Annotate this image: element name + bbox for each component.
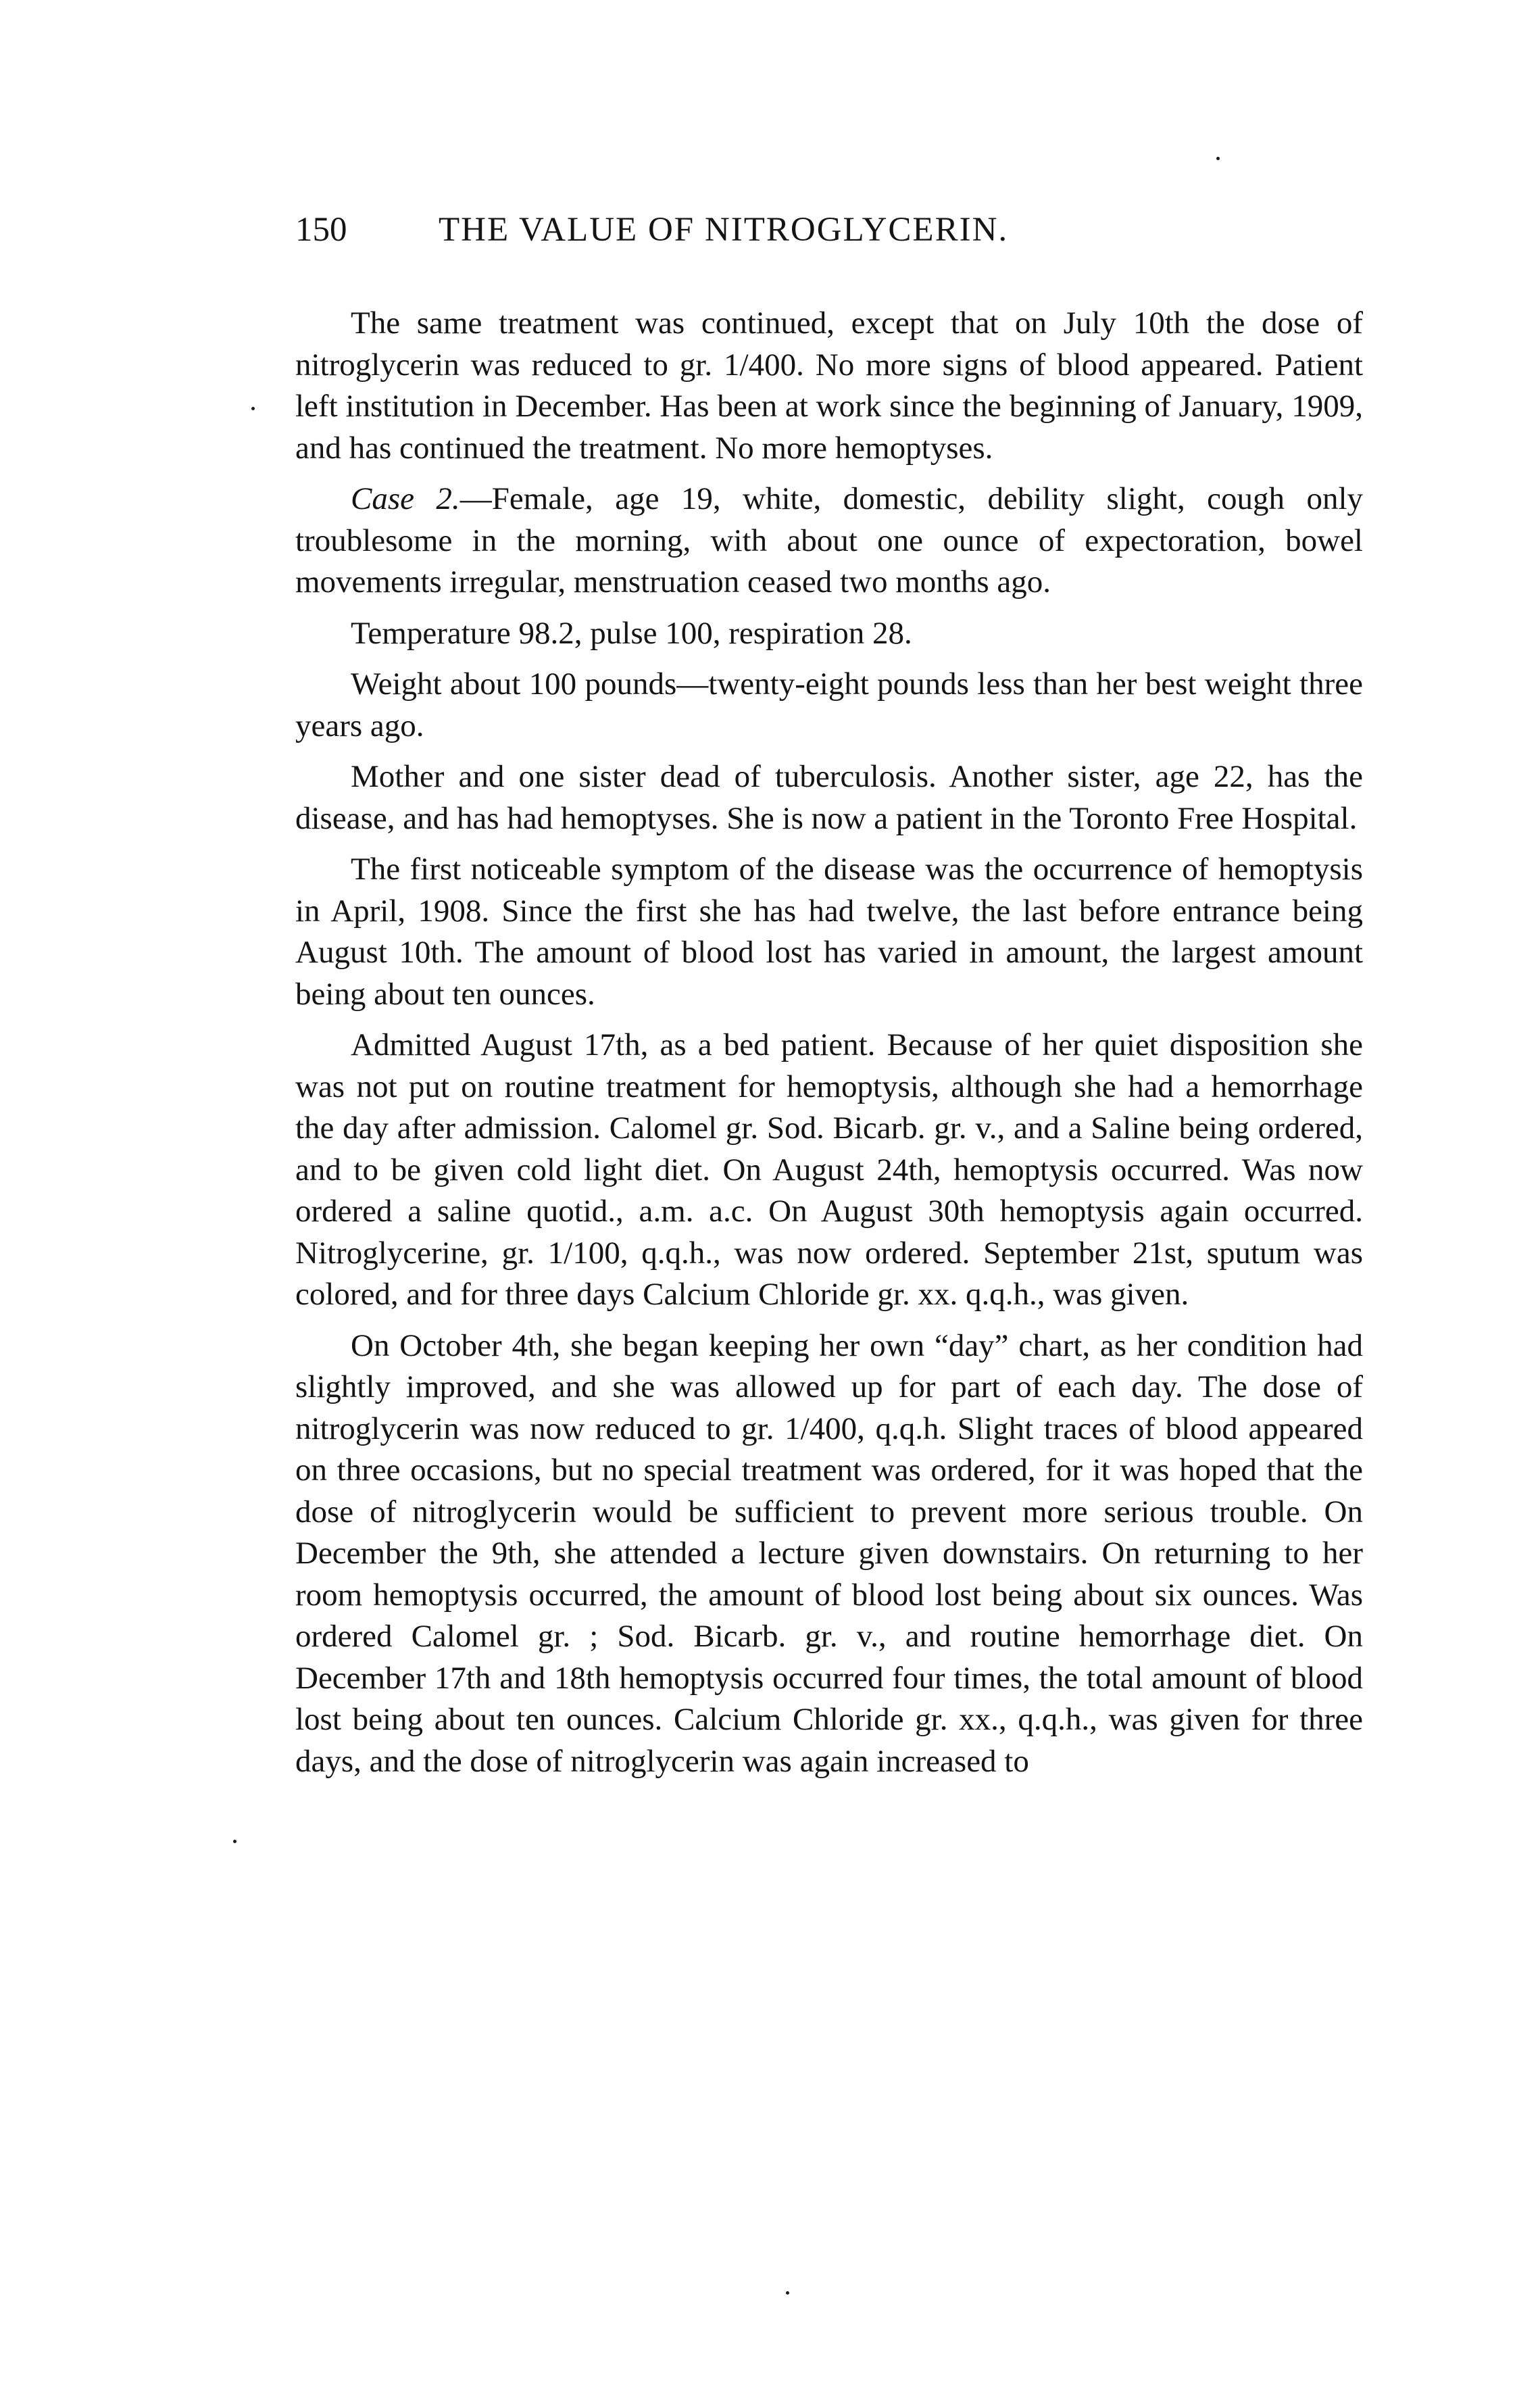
- scan-speck: [1216, 157, 1220, 160]
- running-title: THE VALUE OF NITROGLYCERIN.: [439, 211, 1009, 249]
- paragraph: [295, 1325, 1363, 1783]
- paragraph: [295, 303, 1363, 469]
- scan-speck: [786, 2291, 789, 2295]
- paragraph: [295, 664, 1363, 747]
- paragraph-case-2: [295, 479, 1363, 604]
- scan-speck: [251, 407, 255, 410]
- body-text: [295, 303, 1363, 1782]
- scan-speck: [233, 1840, 237, 1843]
- paragraph: [295, 756, 1363, 839]
- paragraph: [295, 1025, 1363, 1316]
- paragraph-text: The same treatment was continued, except that on July 10th the dose of nitroglycerin was reduced to gr. 1/400. No more signs of blood appeared. Patient left institution in December. Has been at work since the beginning of January, 1909, and has continued the treatment. No more hemoptyses.: [295, 305, 1363, 466]
- paragraph: [295, 849, 1363, 1015]
- paragraph-text: Mother and one sister dead of tuberculosis. Another sister, age 22, has the disease, and has had hemoptyses. She is now a patient in the Toronto Free Hospital.: [295, 759, 1363, 836]
- paragraph-text: The first noticeable symptom of the disease was the occurrence of hemoptysis in April, 1908. Since the first she has had twelve, the last before entrance being August 10th. The amount of blood lost has varied in amount, the largest amount being about ten ounces.: [295, 852, 1363, 1012]
- paragraph-text: On October 4th, she began keeping her own “day” chart, as her condition had slightly improved, and she was allowed up for part of each day. The dose of nitroglycerin was now reduced to gr. 1/400, q.q.h. Slight traces of blood appeared on three occasions, but no special treatment was ordered, for it was hoped that the dose of nitroglycerin would be sufficient to prevent more serious trouble. On December the 9th, she attended a lecture given downstairs. On returning to her room hemoptysis occurred, the amount of blood lost being about six ounces. Was ordered Calomel gr. ; Sod. Bicarb. gr. v., and routine hemorrhage diet. On December 17th and 18th hemoptysis occurred four times, the total amount of blood lost being about ten ounces. Calcium Chloride gr. xx., q.q.h., was given for three days, and the dose of nitroglycerin was again increased to: [295, 1327, 1363, 1779]
- page-number: 150: [295, 211, 347, 249]
- paragraph: [295, 613, 1363, 655]
- paragraph-text: —Female, age 19, white, domestic, debility slight, cough only troublesome in the morning, with about one ounce of expectoration, bowel movements irregular, menstruation ceased two months ago.: [295, 481, 1363, 600]
- paragraph-text: Weight about 100 pounds—twenty-eight pounds less than her best weight three years ago.: [295, 666, 1363, 743]
- running-head: [295, 203, 1187, 257]
- paragraph-text: Admitted August 17th, as a bed patient. Because of her quiet disposition she was not put on routine treatment for hemoptysis, although she had a hemorrhage the day after admission. Calomel gr. Sod. Bicarb. gr. v., and a Saline being ordered, and to be given cold light diet. On August 24th, hemoptysis occurred. Was now ordered a saline quotid., a.m. a.c. On August 30th hemoptysis again occurred. Nitroglycerine, gr. 1/100, q.q.h., was now ordered. September 21st, sputum was colored, and for three days Calcium Chloride gr. xx. q.q.h., was given.: [295, 1027, 1363, 1312]
- case-label: Case 2.: [351, 481, 460, 516]
- paragraph-text: Temperature 98.2, pulse 100, respiration 28.: [351, 615, 912, 651]
